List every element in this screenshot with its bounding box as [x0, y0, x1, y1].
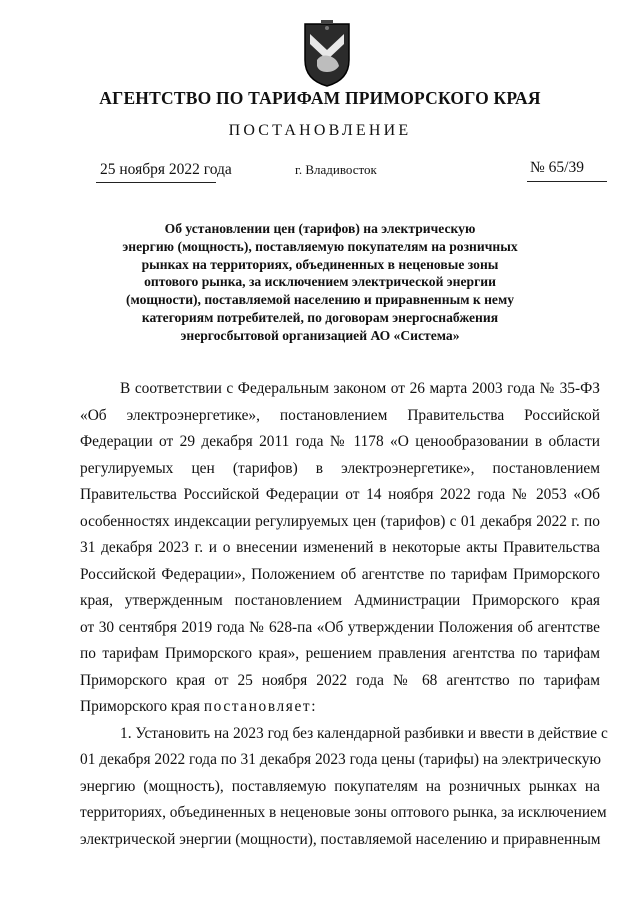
preamble-line: В соответствии с Федеральным законом от 26 марта 2003 года № 35-ФЗ: [120, 380, 600, 397]
preamble-line: Федерации от 29 декабря 2011 года № 1178 «О ценообразовании в области: [80, 433, 600, 450]
document-body: [80, 376, 608, 853]
title-line: энергосбытовой организацией АО «Система»: [180, 327, 460, 343]
item1-line: 01 декабря 2022 года по 31 декабря 2023 года цены (тарифы) на электрическую: [80, 751, 601, 768]
title-line: категориям потребителей, по договорам энергоснабжения: [141, 309, 499, 325]
agency-name: АГЕНТСТВО ПО ТАРИФАМ ПРИМОРСКОГО КРАЯ: [99, 88, 541, 108]
item1-line: электрической энергии (мощности), поставляемой населению и приравненным: [80, 830, 601, 848]
preamble-last-text: Приморского края: [80, 698, 200, 715]
date-underline: [96, 182, 216, 183]
preamble-final-line: [80, 694, 600, 721]
preamble-line: от 30 сентября 2019 года № 628-па «Об утверждении Положения об агентстве: [80, 618, 600, 636]
coat-of-arms-emblem: [301, 20, 353, 88]
preamble-line: «Об электроэнергетике», постановлением Правительства Российской: [80, 406, 600, 424]
title-line: (мощности), поставляемой населению и приравненным к нему: [125, 292, 515, 308]
preamble-line: 31 декабря 2023 г. и о внесении изменений в некоторые акты Правительства: [80, 539, 600, 556]
item1-line: 1. Установить на 2023 год без календарной разбивки и ввести в действие с: [120, 724, 608, 742]
preamble-line: регулируемых цен (тарифов) в электроэнергетике», постановлением: [80, 459, 600, 477]
resolves-word: постановляет:: [203, 698, 318, 715]
preamble-line: Российской Федерации», Положением об агентстве по тарифам Приморского: [80, 565, 600, 583]
document-date: 25 ноября 2022 года: [100, 161, 232, 178]
preamble-line: особенностях индексации регулируемых цен (тарифов) с 01 декабря 2022 г. по: [80, 512, 600, 530]
number-underline: [527, 181, 607, 182]
document-number: № 65/39: [530, 159, 584, 176]
document-title: [90, 220, 550, 345]
title-line: рынках на территориях, объединенных в неценовые зоны: [141, 256, 499, 272]
item1-line: территориях, объединенных в неценовые зоны оптового рынка, за исключением: [80, 804, 607, 821]
preamble-line: Правительства Российской Федерации от 14 ноября 2022 года № 2053 «Об: [80, 486, 600, 503]
preamble-line: по тарифам Приморского края», решением правления агентства по тарифам: [80, 645, 600, 662]
title-line: Об установлении цен (тарифов) на электрическую: [164, 221, 476, 236]
title-line: энергию (мощность), поставляемую покупателям на розничных: [122, 238, 518, 254]
document-city: г. Владивосток: [295, 162, 377, 177]
preamble-line: края, утвержденным постановлением Администрации Приморского края: [80, 592, 600, 609]
preamble-line: Приморского края от 25 ноября 2022 года № 68 агентство по тарифам: [80, 671, 600, 689]
document-type: ПОСТАНОВЛЕНИЕ: [228, 122, 412, 139]
title-line: оптового рынка, за исключением электрической энергии: [144, 274, 496, 290]
item1-line: энергию (мощность), поставляемую покупателям на розничных рынках на: [80, 777, 600, 795]
